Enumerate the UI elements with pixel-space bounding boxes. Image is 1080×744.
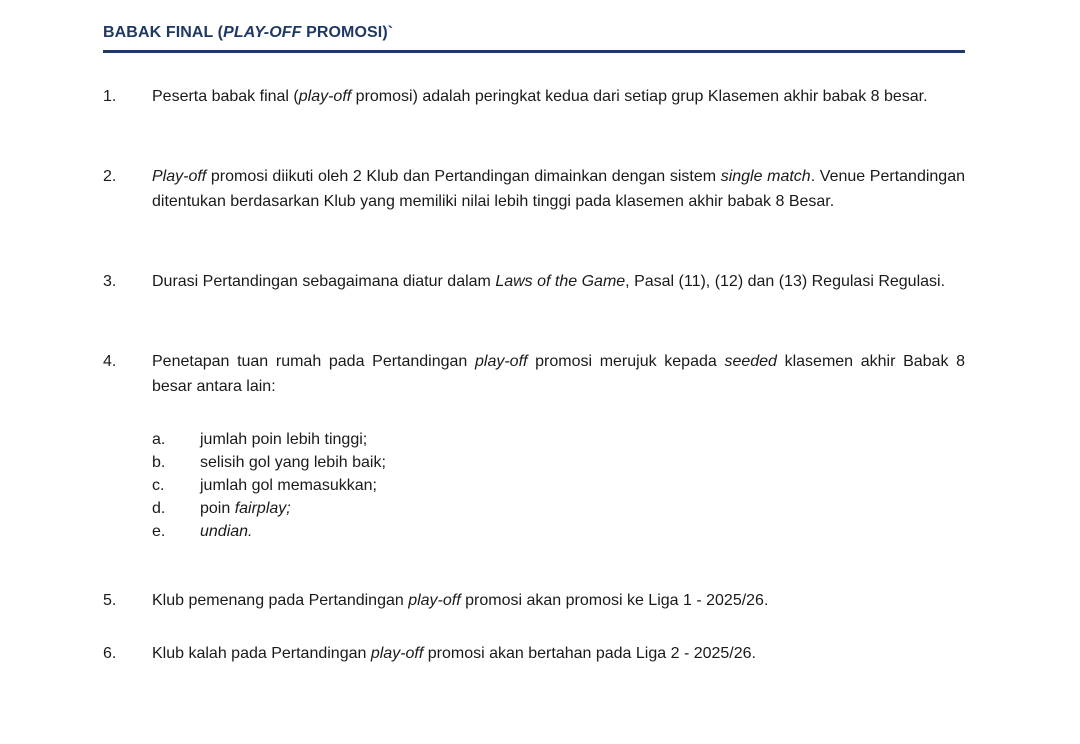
sub-item-letter: d. (152, 500, 166, 517)
text-run-italic: play-off (370, 645, 424, 662)
list-item-text (152, 269, 965, 294)
text-run: Peserta babak final ( (152, 88, 299, 105)
text-run: , Pasal (11), (12) dan (13) Regulasi Regulasi. (625, 273, 946, 290)
heading-underline-rule (103, 50, 965, 53)
text-run-italic: play-off (475, 353, 528, 370)
text-run: promosi akan bertahan pada Liga 2 - 2025/26. (423, 645, 756, 662)
sub-item-letter: b. (152, 454, 166, 471)
text-run: . Venue Pertandingan ditentukan berdasarkan Klub yang memiliki nilai lebih tinggi pada klasemen akhir babak 8 Besar. (152, 168, 965, 210)
list-item-number: 3. (103, 273, 117, 290)
text-run: Durasi Pertandingan sebagaimana diatur dalam (152, 273, 496, 290)
text-run: promosi) adalah peringkat kedua dari setiap grup Klasemen akhir babak 8 besar. (351, 88, 928, 105)
text-run-italic: single match (720, 168, 811, 185)
sub-item-text (200, 429, 367, 451)
text-run: Penetapan tuan rumah pada Pertandingan (152, 353, 475, 370)
text-run: Klub pemenang pada Pertandingan (152, 592, 409, 609)
text-run: Klub kalah pada Pertandingan (152, 645, 371, 662)
text-run: jumlah gol memasukkan; (200, 477, 377, 494)
sub-item-text (200, 498, 291, 520)
list-item-number: 2. (103, 168, 117, 185)
text-run: poin (200, 500, 235, 517)
text-run-italic: play-off (298, 88, 352, 105)
sub-item-text (200, 521, 253, 543)
text-run-italic: undian. (200, 523, 253, 540)
list-item-text (152, 84, 965, 109)
sub-item-text (200, 475, 377, 497)
list-item-number: 4. (103, 353, 117, 370)
text-run-italic: seeded (724, 353, 777, 370)
list-item-number: 5. (103, 592, 117, 609)
text-run: jumlah poin lebih tinggi; (200, 431, 368, 448)
list-item-text (152, 588, 965, 613)
list-item-text (152, 349, 965, 399)
sub-item-text (200, 452, 386, 474)
sub-item-letter: a. (152, 431, 166, 448)
heading-suffix: PROMOSI)` (301, 24, 394, 41)
section-heading (103, 24, 393, 42)
text-run-italic: Play-off (152, 168, 207, 185)
list-item-text (152, 164, 965, 214)
sub-item-letter: c. (152, 477, 165, 494)
text-run: klasemen akhir Babak 8 besar antara lain: (152, 353, 966, 395)
text-run-italic: play-off (408, 592, 461, 609)
sub-item-letter: e. (152, 523, 166, 540)
text-run: selisih gol yang lebih baik; (200, 454, 386, 471)
heading-prefix: BABAK FINAL ( (103, 24, 224, 41)
text-run: promosi diikuti oleh 2 Klub dan Pertandingan dimainkan dengan sistem (206, 168, 721, 185)
heading-italic: PLAY-OFF (223, 24, 302, 41)
text-run-italic: Laws of the Game (495, 273, 626, 290)
list-item-number: 1. (103, 88, 117, 105)
list-item-number: 6. (103, 645, 117, 662)
text-run-italic: fairplay; (234, 500, 291, 517)
text-run: promosi akan promosi ke Liga 1 - 2025/26. (460, 592, 769, 609)
list-item-text (152, 641, 965, 666)
text-run: promosi merujuk kepada (527, 353, 725, 370)
